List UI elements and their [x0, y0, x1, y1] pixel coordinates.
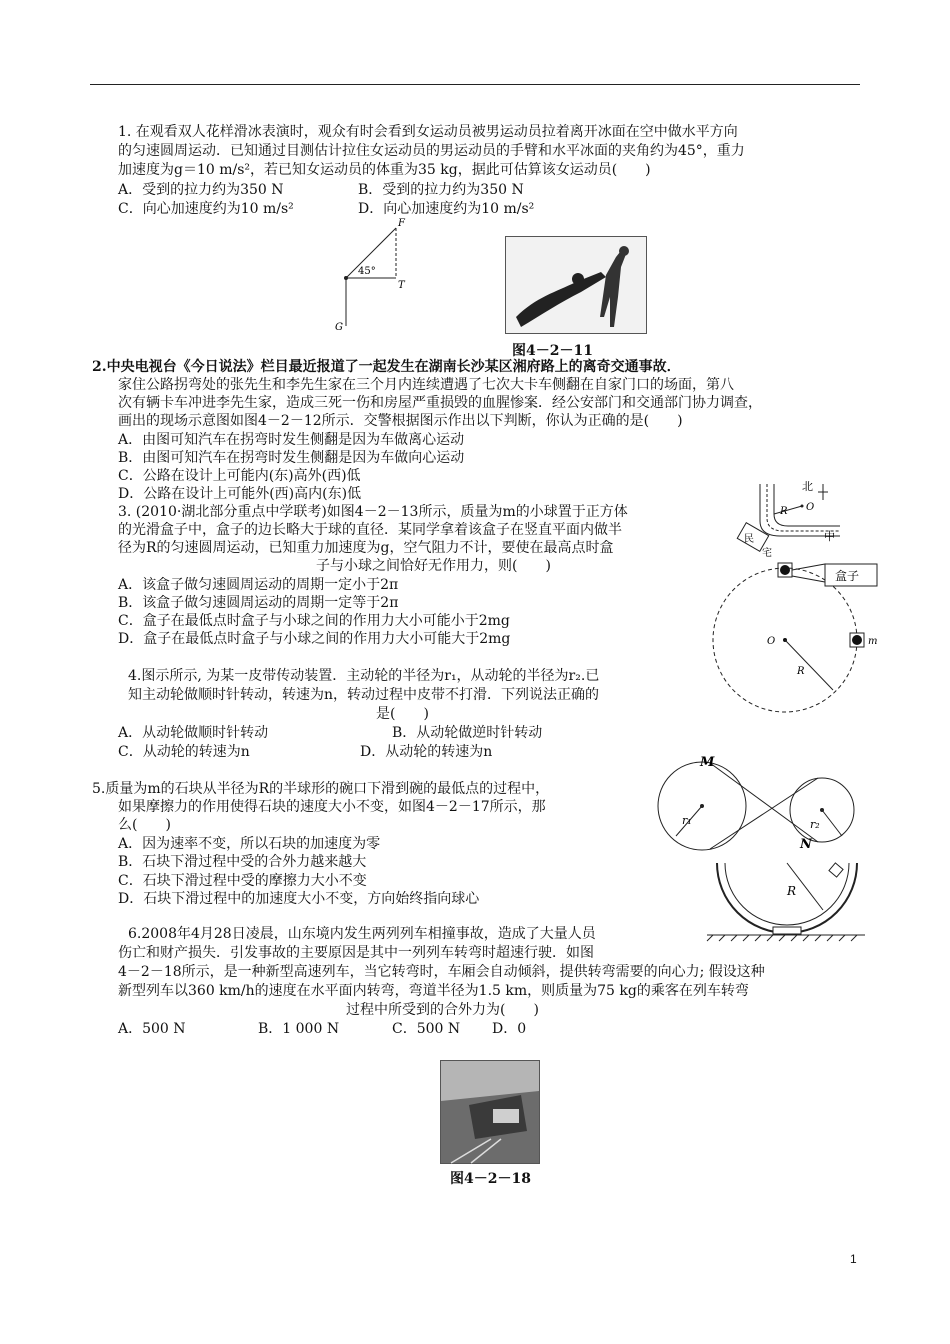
q1-label-f: F: [398, 218, 405, 229]
q2-option-a: A．由图可知汽车在拐弯时发生侧翻是因为车做离心运动: [118, 432, 465, 448]
q6-line-5: 过程中所受到的合外力为( ): [346, 1002, 539, 1018]
q5-option-d: D．石块下滑过程中的加速度大小不变，方向始终指向球心: [118, 891, 480, 907]
house-label-1: 民: [744, 534, 754, 545]
q1-option-c: C．向心加速度约为10 m/s²: [118, 201, 294, 217]
q3-line-1: 3. (2010·湖北部分重点中学联考)如图4－2－13所示，质量为m的小球置于正方体: [118, 504, 628, 520]
q6-line-1: 6.2008年4月28日凌晨，山东境内发生两列列车相撞事故，造成了大量人员: [128, 926, 596, 942]
header-rule: [90, 84, 860, 85]
q3-circle-diagram: [705, 560, 885, 720]
label-n: N: [800, 837, 812, 852]
q3-option-d: D．盒子在最低点时盒子与小球之间的作用力大小可能大于2mg: [118, 631, 511, 647]
q3-line-4: 子与小球之间恰好无作用力，则( ): [316, 558, 551, 574]
q6-option-c: C．500 N: [392, 1021, 461, 1037]
q2-road-label: 中: [824, 530, 835, 543]
q2-option-d: D．公路在设计上可能外(西)高内(东)低: [118, 486, 362, 502]
train-photo: [440, 1060, 540, 1164]
q3-label-r: R: [797, 666, 805, 677]
q2-line-3: 次有辆卡车冲进李先生家，造成三死一伤和房屋严重损毁的血腥惨案．经公安部门和交通部门协力调查，: [118, 395, 762, 411]
q5-line-2: 如果摩擦力的作用使得石块的速度大小不变，如图4－2－17所示，那: [118, 799, 546, 815]
q3-line-2: 的光滑盒子中，盒子的边长略大于球的直径．某同学拿着该盒子在竖直平面内做半: [118, 522, 622, 538]
q1-option-d: D．向心加速度约为10 m/s²: [358, 201, 535, 217]
q2-option-b: B．由图可知汽车在拐弯时发生侧翻是因为车做向心运动: [118, 450, 465, 466]
bowl-diagram: [705, 855, 865, 945]
q4-option-a: A．从动轮做顺时针转动: [118, 725, 269, 741]
q4-line-2: 知主动轮做顺时针转动，转速为n，转动过程中皮带不打滑．下列说法正确的: [128, 687, 600, 703]
q6-line-4: 新型列车以360 km/h的速度在水平面内转弯，弯道半径为1.5 km，则质量为75 kg的乘客在列车转弯: [118, 983, 749, 999]
q6-option-a: A．500 N: [118, 1021, 186, 1037]
q1-line-2: 的匀速圆周运动．已知通过目测估计拉住女运动员的男运动员的手臂和水平冰面的夹角约为45°，重力: [118, 143, 745, 159]
q5-label-r: R: [787, 884, 797, 898]
q4-line-1: 4.图示所示, 为某一皮带传动装置．主动轮的半径为r₁，从动轮的半径为r₂.已: [128, 668, 600, 684]
q3-label-o: O: [767, 636, 776, 647]
q4-option-c: C．从动轮的转速为n: [118, 744, 250, 760]
box-label: 盒子: [835, 569, 860, 583]
skating-photo: [505, 236, 647, 334]
q2-line-4: 画出的现场示意图如图4－2－12所示．交警根据图示作出以下判断，你认为正确的是( ): [118, 413, 683, 429]
q2-label-o: O: [806, 502, 815, 513]
page-number: 1: [850, 1252, 857, 1266]
q1-label-t: T: [398, 280, 405, 291]
q5-option-b: B．石块下滑过程中受的合外力越来越大: [118, 854, 367, 870]
q5-option-c: C．石块下滑过程中受的摩擦力大小不变: [118, 873, 367, 889]
q6-line-2: 伤亡和财产损失．引发事故的主要原因是其中一列列车转弯时超速行驶．如图: [118, 945, 594, 961]
q1-line-1: 1. 在观看双人花样滑冰表演时，观众有时会看到女运动员被男运动员拉着离开冰面在空中做水平方向: [118, 124, 738, 140]
q1-option-b: B．受到的拉力约为350 N: [358, 182, 524, 198]
q5-line-1: 5.质量为m的石块从半径为R的半球形的碗口下滑到碗的最低点的过程中，: [92, 781, 550, 797]
label-r2: r₂: [810, 818, 820, 831]
q3-line-3: 径为R的匀速圆周运动，已知重力加速度为g，空气阻力不计，要使在最高点时盒: [118, 540, 614, 556]
q1-force-diagram: [330, 218, 420, 333]
belt-drive-diagram: [650, 752, 865, 852]
q3-option-a: A．该盒子做匀速圆周运动的周期一定小于2π: [118, 577, 399, 593]
q3-option-c: C．盒子在最低点时盒子与小球之间的作用力大小可能小于2mg: [118, 613, 510, 629]
q6-option-b: B．1 000 N: [258, 1021, 340, 1037]
q2-label-r: R: [780, 506, 788, 517]
q4-option-d: D．从动轮的转速为n: [360, 744, 493, 760]
label-r1: r₁: [682, 814, 692, 827]
label-m: M: [700, 755, 715, 770]
q6-figure-caption: 图4－2－18: [450, 1171, 531, 1187]
q6-option-d: D．0: [492, 1021, 527, 1037]
q4-line-3: 是( ): [376, 706, 429, 722]
q2-line-2: 家住公路拐弯处的张先生和李先生家在三个月内连续遭遇了七次大卡车侧翻在自家门口的场面，第八: [118, 377, 734, 393]
q2-option-c: C．公路在设计上可能内(东)高外(西)低: [118, 468, 361, 484]
q3-option-b: B．该盒子做匀速圆周运动的周期一定等于2π: [118, 595, 399, 611]
q1-figure-caption: 图4－2－11: [512, 343, 593, 359]
q1-label-angle: 45°: [358, 266, 376, 277]
house-label-2: 宅: [762, 548, 772, 559]
q1-label-g: G: [335, 322, 343, 333]
q5-line-3: 么( ): [118, 817, 171, 833]
q5-option-a: A．因为速率不变，所以石块的加速度为零: [118, 836, 381, 852]
q3-label-m: m: [868, 636, 878, 647]
q1-line-3: 加速度为g＝10 m/s²，若已知女运动员的体重为35 kg，据此可估算该女运动员( ): [118, 162, 651, 178]
q4-option-b: B．从动轮做逆时针转动: [392, 725, 543, 741]
q1-option-a: A．受到的拉力约为350 N: [118, 182, 284, 198]
q6-line-3: 4－2－18所示，是一种新型高速列车，当它转弯时，车厢会自动倾斜，提供转弯需要的向心力; 假设这种: [118, 964, 765, 980]
north-label: 北: [802, 480, 813, 493]
q2-line-1: 2.中央电视台《今日说法》栏目最近报道了一起发生在湖南长沙某区湘府路上的离奇交通事故．: [92, 359, 681, 375]
q2-road-diagram: [740, 476, 860, 566]
